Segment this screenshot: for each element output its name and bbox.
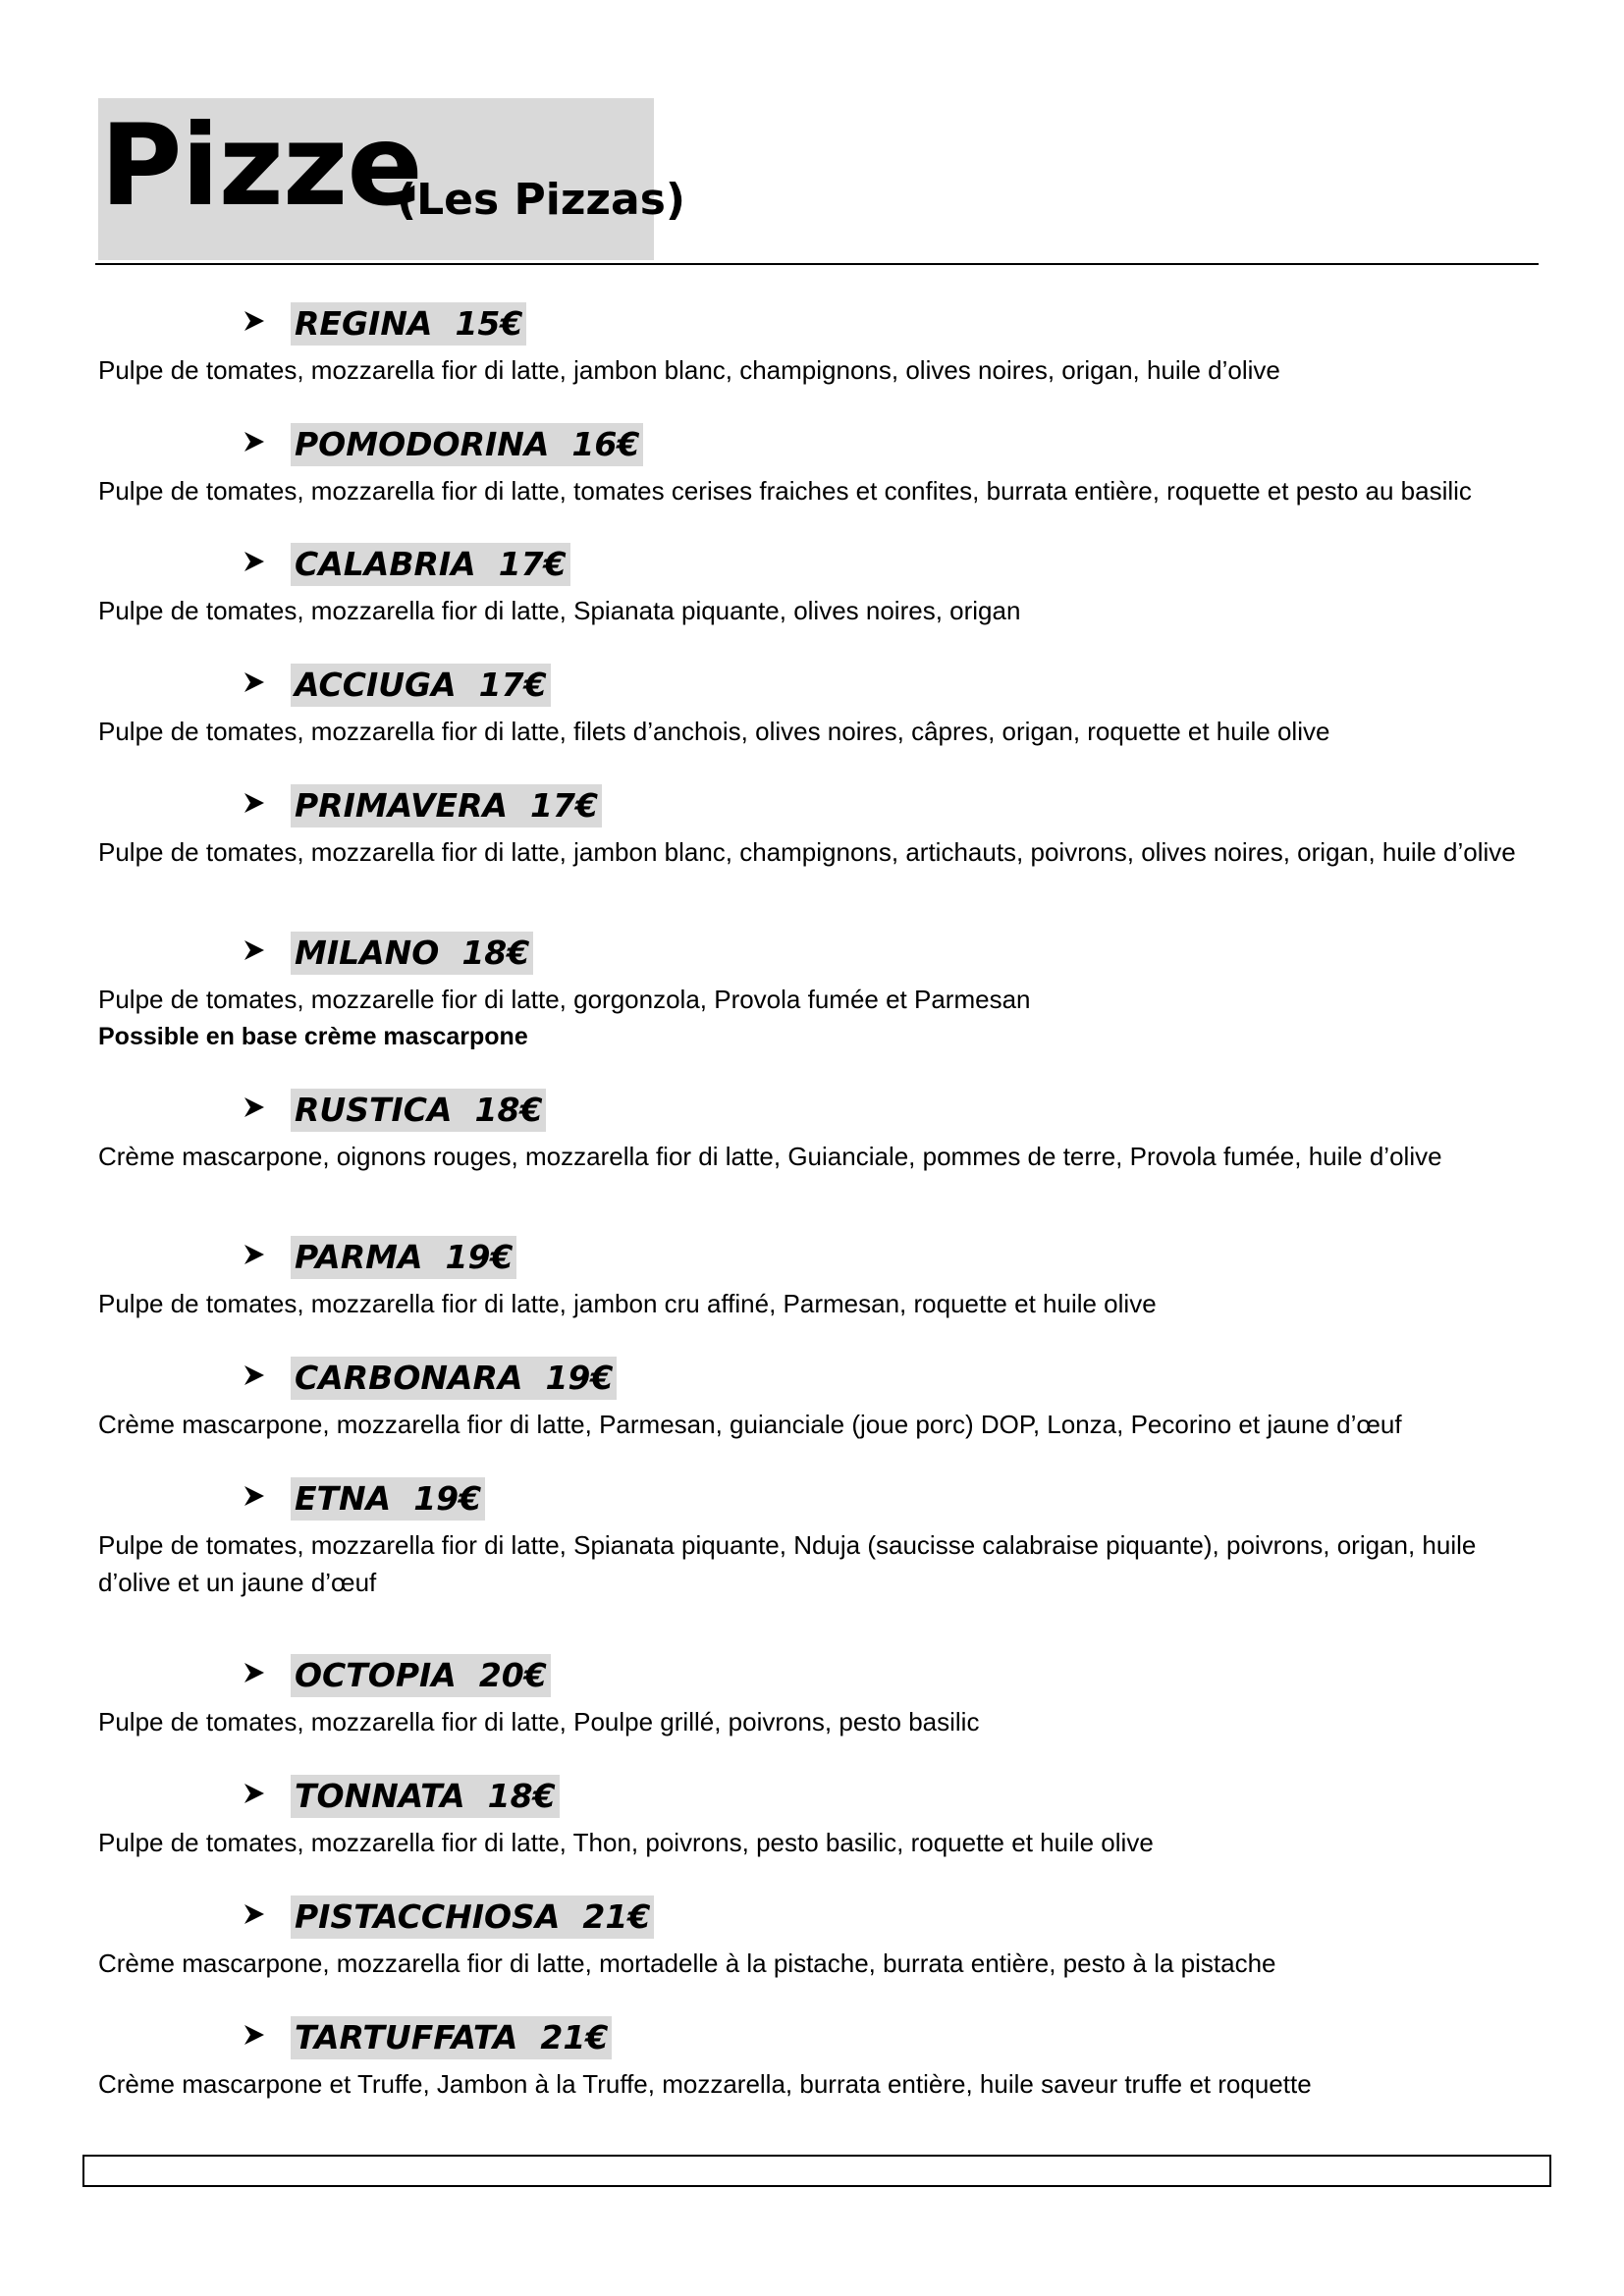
pizza-title — [291, 1236, 516, 1279]
arrowhead-bullet-icon — [244, 1096, 265, 1118]
pizza-name: RUSTICA — [295, 1091, 453, 1129]
menu-item — [98, 664, 1532, 750]
page-title: Pizze — [100, 100, 422, 231]
pizza-title — [291, 1775, 560, 1818]
title-spacer — [453, 1091, 475, 1129]
footer-box — [82, 2155, 1551, 2187]
pizza-name: TONNATA — [295, 1777, 465, 1815]
menu-item-header — [98, 543, 1532, 592]
arrowhead-bullet-icon — [244, 431, 265, 453]
menu-item — [98, 543, 1532, 629]
pizza-title — [291, 1357, 617, 1400]
pizza-description: Crème mascarpone, mozzarella fior di latte, Parmesan, guianciale (joue porc) DOP, Lonza, Pecorino et jaune d’œuf — [98, 1410, 1402, 1439]
title-spacer — [522, 1359, 545, 1397]
menu-item-header — [98, 784, 1532, 833]
arrowhead-bullet-icon — [244, 1364, 265, 1386]
page-subtitle: (Les Pizzas) — [397, 175, 686, 225]
pizza-description: Crème mascarpone, mozzarella fior di latte, mortadelle à la pistache, burrata entière, pesto à la pistache — [98, 1949, 1276, 1978]
title-spacer — [549, 425, 571, 463]
pizza-description: Pulpe de tomates, mozzarella fior di latte, tomates cerises fraiches et confites, burrata entière, roquette et pesto au basilic — [98, 476, 1472, 506]
menu-item — [98, 1896, 1532, 1982]
arrowhead-bullet-icon — [244, 310, 265, 332]
pizza-price: 17€ — [498, 545, 567, 583]
menu-item — [98, 1477, 1532, 1601]
pizza-description: Pulpe de tomates, mozzarella fior di latte, Poulpe grillé, poivrons, pesto basilic — [98, 1707, 980, 1736]
menu-item — [98, 2016, 1532, 2103]
header-divider — [95, 263, 1539, 265]
title-spacer — [517, 2018, 540, 2056]
pizza-price: 19€ — [445, 1238, 514, 1276]
pizza-price: 16€ — [571, 425, 640, 463]
menu-item — [98, 784, 1532, 871]
arrowhead-bullet-icon — [244, 939, 265, 961]
pizza-title — [291, 1896, 654, 1939]
pizza-name: REGINA — [295, 304, 433, 343]
pizza-name: ACCIUGA — [295, 666, 457, 704]
arrowhead-bullet-icon — [244, 1903, 265, 1925]
pizza-name: TARTUFFATA — [295, 2018, 518, 2056]
pizza-title — [291, 932, 533, 975]
pizza-title — [291, 784, 602, 828]
title-spacer — [391, 1479, 413, 1518]
menu-item — [98, 1357, 1532, 1443]
pizza-title — [291, 543, 570, 586]
pizza-price: 19€ — [413, 1479, 482, 1518]
pizza-price: 17€ — [478, 666, 547, 704]
title-spacer — [560, 1897, 582, 1936]
pizza-description: Pulpe de tomates, mozzarella fior di latte, filets d’anchois, olives noires, câpres, origan, roquette et huile olive — [98, 717, 1330, 746]
title-spacer — [439, 934, 461, 972]
menu-item-header — [98, 932, 1532, 981]
menu-item-header — [98, 1089, 1532, 1138]
pizza-description: Crème mascarpone, oignons rouges, mozzarella fior di latte, Guianciale, pommes de terre, Provola fumée, huile d’olive — [98, 1142, 1442, 1171]
menu-item — [98, 1089, 1532, 1175]
arrowhead-bullet-icon — [244, 1783, 265, 1804]
title-spacer — [476, 545, 499, 583]
pizza-name: PARMA — [295, 1238, 423, 1276]
arrowhead-bullet-icon — [244, 551, 265, 572]
menu-item — [98, 1775, 1532, 1861]
title-spacer — [457, 666, 479, 704]
menu-item-header — [98, 2016, 1532, 2065]
menu-item-header — [98, 664, 1532, 713]
arrowhead-bullet-icon — [244, 2024, 265, 2046]
menu-item-header — [98, 1357, 1532, 1406]
title-spacer — [432, 304, 455, 343]
arrowhead-bullet-icon — [244, 671, 265, 693]
pizza-name: PRIMAVERA — [295, 786, 509, 825]
pizza-price: 21€ — [540, 2018, 609, 2056]
pizza-price: 21€ — [582, 1897, 651, 1936]
pizza-title — [291, 302, 526, 346]
pizza-price: 15€ — [455, 304, 523, 343]
pizza-name: CARBONARA — [295, 1359, 523, 1397]
menu-item — [98, 932, 1532, 1055]
pizza-title — [291, 423, 643, 466]
pizza-description: Pulpe de tomates, mozzarella fior di latte, jambon cru affiné, Parmesan, roquette et huile olive — [98, 1289, 1157, 1318]
title-spacer — [465, 1777, 488, 1815]
pizza-note: Possible en base crème mascarpone — [98, 1023, 528, 1050]
title-spacer — [508, 786, 530, 825]
pizza-description: Crème mascarpone et Truffe, Jambon à la Truffe, mozzarella, burrata entière, huile saveur truffe et roquette — [98, 2069, 1312, 2099]
menu-item — [98, 423, 1532, 509]
title-spacer — [457, 1656, 479, 1694]
arrowhead-bullet-icon — [244, 792, 265, 814]
menu-item-header — [98, 1477, 1532, 1526]
menu-item-header — [98, 423, 1532, 472]
menu-item — [98, 1654, 1532, 1740]
pizza-title — [291, 1089, 546, 1132]
pizza-name: MILANO — [295, 934, 440, 972]
menu-item-header — [98, 1654, 1532, 1703]
pizza-title — [291, 2016, 612, 2059]
pizza-name: PISTACCHIOSA — [295, 1897, 561, 1936]
pizza-description: Pulpe de tomates, mozzarella fior di latte, Thon, poivrons, pesto basilic, roquette et huile olive — [98, 1828, 1154, 1857]
pizza-price: 18€ — [487, 1777, 556, 1815]
pizza-name: ETNA — [295, 1479, 392, 1518]
menu-item — [98, 1236, 1532, 1322]
pizza-description: Pulpe de tomates, mozzarella fior di latte, jambon blanc, champignons, olives noires, origan, huile d’olive — [98, 355, 1280, 385]
pizza-description: Pulpe de tomates, mozzarelle fior di latte, gorgonzola, Provola fumée et Parmesan — [98, 985, 1031, 1014]
pizza-name: CALABRIA — [295, 545, 476, 583]
pizza-name: OCTOPIA — [295, 1656, 457, 1694]
pizza-price: 19€ — [545, 1359, 614, 1397]
menu-item-header — [98, 1236, 1532, 1285]
menu-item — [98, 302, 1532, 389]
arrowhead-bullet-icon — [244, 1244, 265, 1265]
title-spacer — [423, 1238, 446, 1276]
pizza-price: 18€ — [474, 1091, 543, 1129]
pizza-title — [291, 1654, 551, 1697]
pizza-price: 17€ — [530, 786, 598, 825]
pizza-title — [291, 664, 551, 707]
pizza-description: Pulpe de tomates, mozzarella fior di latte, Spianata piquante, Nduja (saucisse calabraise piquante), poivrons, origan, huile d’olive et un jaune d’œuf — [98, 1530, 1477, 1597]
pizza-title — [291, 1477, 485, 1521]
pizza-name: POMODORINA — [295, 425, 550, 463]
menu-item-header — [98, 302, 1532, 351]
menu-item-header — [98, 1896, 1532, 1945]
arrowhead-bullet-icon — [244, 1485, 265, 1507]
pizza-description: Pulpe de tomates, mozzarella fior di latte, Spianata piquante, olives noires, origan — [98, 596, 1021, 625]
arrowhead-bullet-icon — [244, 1662, 265, 1683]
pizza-description: Pulpe de tomates, mozzarella fior di latte, jambon blanc, champignons, artichauts, poivrons, olives noires, origan, huile d’olive — [98, 837, 1516, 867]
menu-item-header — [98, 1775, 1532, 1824]
pizza-price: 20€ — [478, 1656, 547, 1694]
pizza-price: 18€ — [461, 934, 530, 972]
